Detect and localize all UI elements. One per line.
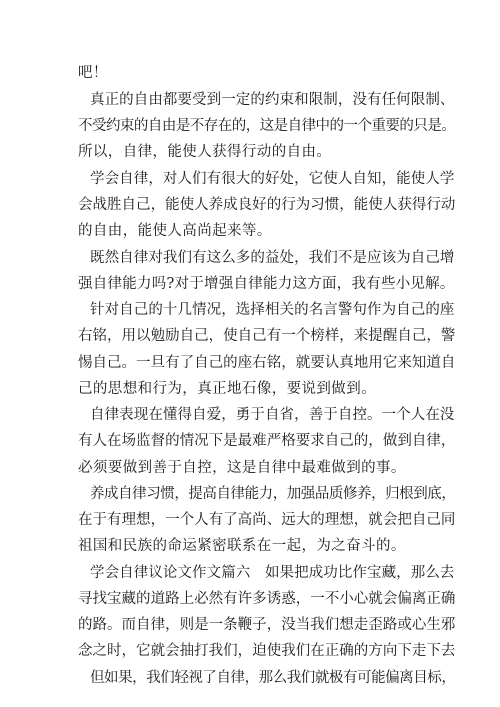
text-line: 在于有理想，一个人有了高尚、远大的理想，就会把自己同: [78, 512, 456, 528]
text-line: 必须要做到善于自控，这是自律中最难做到的事。: [78, 460, 406, 476]
text-line: 惕自己。一旦有了自己的座右铭，就要认真地用它来知道自: [78, 355, 456, 371]
paragraph-start-line: 学会自律议论文作文篇六 如果把成功比作宝藏，那么去: [90, 565, 455, 581]
text-line: 有人在场监督的情况下是最难严格要求自己的，做到自律，: [78, 433, 456, 449]
text-line: 强自律能力吗?对于增强自律能力这方面，我有些小见解。: [78, 276, 455, 292]
text-line: 的自由，能使人高尚起来等。: [78, 223, 272, 239]
text-line: 的路。而自律，则是一条鞭子，没当我们想走歪路或心生邪: [78, 617, 456, 633]
paragraph-start-line: 既然自律对我们有这么多的益处，我们不是应该为自己增: [90, 250, 455, 266]
paragraph-start-line: 养成自律习惯，提高自律能力，加强品质修养，归根到底，: [90, 486, 456, 502]
paragraph-start-line: 学会自律，对人们有很大的好处，它使人自知，能使人学: [90, 171, 455, 187]
paragraph-start-line: 真正的自由都要受到一定的约束和限制，没有任何限制、: [90, 92, 455, 108]
paragraph-start-line: 自律表现在懂得自爱，勇于自省，善于自控。一个人在没: [90, 407, 455, 423]
text-line: 会战胜自己，能使人养成良好的行为习惯，能使人获得行动: [78, 197, 456, 213]
text-line: 所以，自律，能使人获得行动的自由。: [78, 144, 332, 160]
text-line: 吧！: [78, 65, 108, 81]
paragraph-start-line: 针对自己的十几情况，选择相关的名言警句作为自己的座: [90, 302, 455, 318]
text-line: 右铭，用以勉励自己，使自己有一个榜样，来提醒自己，警: [78, 328, 456, 344]
text-line: 己的思想和行为，真正地石像，要说到做到。: [78, 381, 376, 397]
text-line: 不受约束的自由是不存在的，这是自律中的一个重要的只是。: [78, 118, 456, 134]
text-line: 祖国和民族的命运紧密联系在一起，为之奋斗的。: [78, 538, 406, 554]
paragraph-start-line: 但如果，我们轻视了自律，那么我们就极有可能偏离目标，: [90, 670, 456, 686]
text-line: 寻找宝藏的道路上必然有许多诱惑，一不小心就会偏离正确: [78, 591, 456, 607]
text-line: 念之时，它就会抽打我们，迫使我们在正确的方向下走下去: [78, 643, 456, 659]
